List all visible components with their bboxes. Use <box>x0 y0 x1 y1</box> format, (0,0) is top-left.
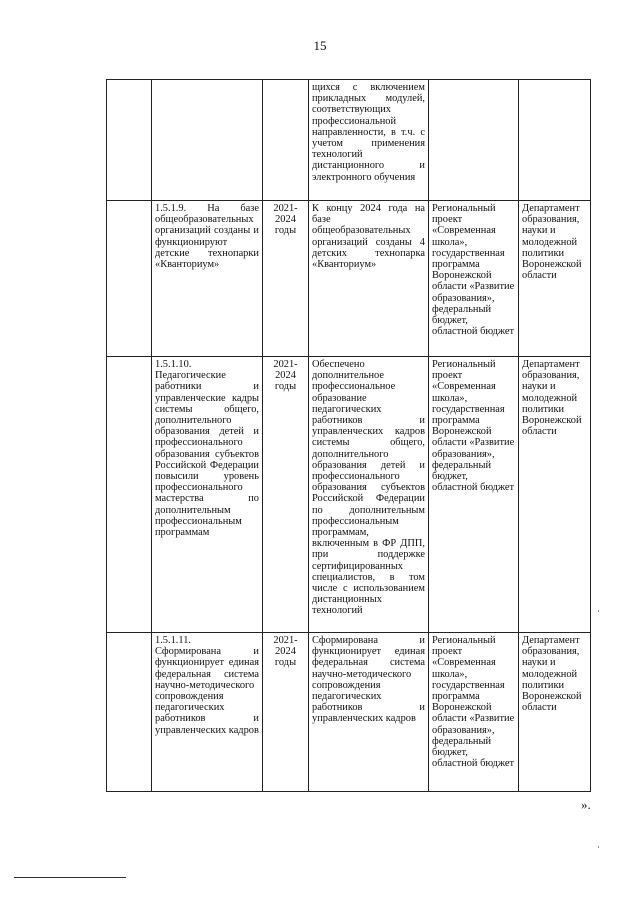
table-row <box>107 80 591 201</box>
period-cell: 2021-2024 годы <box>263 633 309 792</box>
period-cell <box>263 80 309 201</box>
funding-source-cell: Региональный проект «Современная школа», государственная программа Воронежской области «Развитие образования», федеральный бюджет, областной бюджет <box>429 633 519 792</box>
result-description-cell: Сформирована и функционирует единая федеральная система научно-методического сопровождения педагогических работников и управленческих кадров <box>309 633 429 792</box>
table-row <box>107 633 591 792</box>
closing-quote-mark: ». <box>581 797 591 812</box>
period-cell: 2021-2024 годы <box>263 357 309 633</box>
left-margin-cell <box>107 357 152 633</box>
left-margin-cell <box>107 633 152 792</box>
activities-table <box>106 79 591 792</box>
funding-source-cell <box>429 80 519 201</box>
result-description-cell: К концу 2024 года на базе общеобразовательных организаций созданы 4 детских технопарка «Кванториум» <box>309 201 429 357</box>
table-row <box>107 357 591 633</box>
responsible-cell: Департамент образования, науки и молодежной политики Воронежской области <box>519 633 591 792</box>
activity-name-cell: 1.5.1.9. На базе общеобразовательных организаций созданы и функционируют детские технопарки «Кванториум» <box>152 201 263 357</box>
period-cell: 2021-2024 годы <box>263 201 309 357</box>
result-description-cell: щихся с включением прикладных модулей, соответствующих профессиональной направленности, в т.ч. с учетом применения технологий дистанционного и электронного обучения <box>309 80 429 201</box>
footnote-rule <box>14 877 126 878</box>
scan-speck <box>598 846 599 848</box>
result-description-cell: Обеспечено дополнительное профессиональное образование педагогических работников и управленческих кадров системы общего, дополнительного образования детей и профессионального образования субъектов Российской Федерации по дополнительным профессиональным программам, включенным в ФР ДПП, при поддержке сертифицированных специалистов, в том числе с использованием дистанционных технологий <box>309 357 429 633</box>
activity-name-cell: 1.5.1.11. Сформирована и функционирует единая федеральная система научно-методического сопровождения педагогических работников и управленческих кадров <box>152 633 263 792</box>
funding-source-cell: Региональный проект «Современная школа», государственная программа Воронежской области «Развитие образования», федеральный бюджет, областной бюджет <box>429 357 519 633</box>
funding-source-cell: Региональный проект «Современная школа», государственная программа Воронежской области «Развитие образования», федеральный бюджет, областной бюджет <box>429 201 519 357</box>
scan-speck <box>598 610 599 612</box>
activity-name-cell <box>152 80 263 201</box>
left-margin-cell <box>107 80 152 201</box>
responsible-cell: Департамент образования, науки и молодежной политики Воронежской области <box>519 357 591 633</box>
page-number: 15 <box>313 38 327 53</box>
responsible-cell: Департамент образования, науки и молодежной политики Воронежской области <box>519 201 591 357</box>
activity-name-cell: 1.5.1.10. Педагогические работники и управленческие кадры системы общего, дополнительного образования детей и профессионального образования субъектов Российской Федерации повысили уровень профессионального мастерства по дополнительным профессиональным программам <box>152 357 263 633</box>
responsible-cell <box>519 80 591 201</box>
left-margin-cell <box>107 201 152 357</box>
table-row <box>107 201 591 357</box>
